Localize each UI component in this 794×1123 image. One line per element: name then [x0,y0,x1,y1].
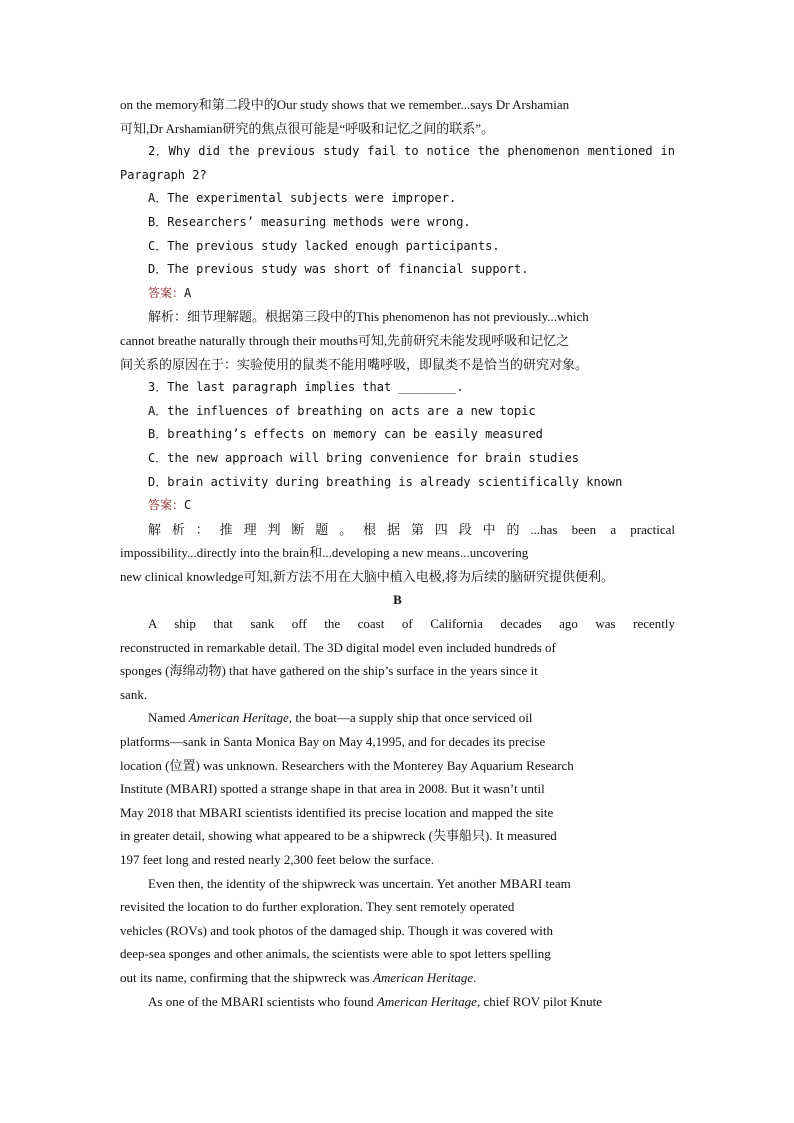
option-a: A．the influences of breathing on acts are a new topic [148,403,536,418]
q1-analysis-line: on the memory和第二段中的Our study shows that we remember...says Dr Arshamian [120,97,570,112]
option-d: D．brain activity during breathing is already scientifically known [148,474,623,489]
q1-analysis-line: 可知,Dr Arshamian研究的焦点很可能是“呼吸和记忆之间的联系”。 [120,120,495,136]
answer-value: A [184,285,192,300]
analysis-line: 解析：推理判断题。根据第四段中的...has been a practical [148,521,675,537]
answer-line [120,282,675,306]
paragraph-line: sponges (海绵动物) that have gathered on the ship’s surface in the years since it [120,663,538,679]
answer-label: 答案： [148,498,185,513]
answer-value: C [184,498,192,513]
paragraph-line: location (位置) was unknown. Researchers with the Monterey Bay Aquarium Research [120,757,574,773]
paragraph-line [120,966,675,990]
paragraph-line: May 2018 that MBARI scientists identified its precise location and mapped the site [120,804,554,820]
ship-name: American Heritage, [188,710,293,726]
analysis-line: cannot breathe naturally through their mouths可知,先前研究未能发现呼吸和记忆之 [120,332,570,348]
analysis-line: new clinical knowledge可知,新方法不用在大脑中植入电极,将为后续的脑研究提供便利。 [120,568,614,584]
paragraph-line: vehicles (ROVs) and took photos of the damaged ship. Though it was covered with [120,922,554,938]
text-run: . [473,969,477,985]
paragraph-line: 197 feet long and rested nearly 2,300 feet below the surface. [120,852,435,867]
paragraph-line [120,706,675,730]
text-run: chief ROV pilot Knute [480,993,603,1009]
question-3-stem: 3．The last paragraph implies that ________. [148,380,464,395]
text-run: As one of the MBARI scientists who found [148,993,377,1009]
option-b: B．breathing’s effects on memory can be easily measured [148,427,543,442]
text-run: out its name, confirming that the shipwreck was [120,969,374,985]
paragraph-line: Even then, the identity of the shipwreck was uncertain. Yet another MBARI team [148,875,571,891]
option-d: D．The previous study was short of financial support. [148,262,529,277]
paragraph-line [120,990,675,1014]
question-2-stem-cont: Paragraph 2? [120,167,207,182]
paragraph-line: A ship that sank off the coast of California decades ago was recently [148,616,675,632]
option-c: C．The previous study lacked enough participants. [148,238,500,253]
analysis-line: 间关系的原因在于：实验使用的鼠类不能用嘴呼吸，即鼠类不是恰当的研究对象。 [120,356,589,372]
analysis-line: 解析：细节理解题。根据第三段中的This phenomenon has not previously...which [148,309,589,325]
option-a: A．The experimental subjects were improper. [148,191,457,206]
paragraph-line: deep-sea sponges and other animals, the scientists were able to spot letters spelling [120,946,551,962]
answer-line [120,494,675,518]
text-run: the boat—a supply ship that once serviced oil [292,710,533,726]
option-b: B．Researchers’ measuring methods were wrong. [148,214,471,229]
analysis-line: impossibility...directly into the brain和...developing a new means...uncovering [120,545,529,561]
question-2-stem: 2．Why did the previous study fail to notice the phenomenon mentioned in [148,144,675,159]
option-c: C．the new approach will bring convenience for brain studies [148,450,580,465]
paragraph-line: in greater detail, showing what appeared to be a shipwreck (失事船只). It measured [120,828,557,844]
paragraph-line: platforms—sank in Santa Monica Bay on May 4,1995, and for decades its precise [120,734,546,750]
text-run: Named [148,710,189,726]
section-heading: B [393,592,402,608]
ship-name: American Heritage [373,969,474,985]
ship-name: American Heritage, [376,993,481,1009]
paragraph-line: reconstructed in remarkable detail. The 3D digital model even included hundreds of [120,639,556,655]
document-page [120,93,675,1013]
paragraph-line: revisited the location to do further exploration. They sent remotely operated [120,899,515,915]
answer-label: 答案： [148,285,185,300]
paragraph-line: Institute (MBARI) spotted a strange shape in that area in 2008. But it wasn’t until [120,781,545,797]
paragraph-line: sank. [120,686,148,702]
